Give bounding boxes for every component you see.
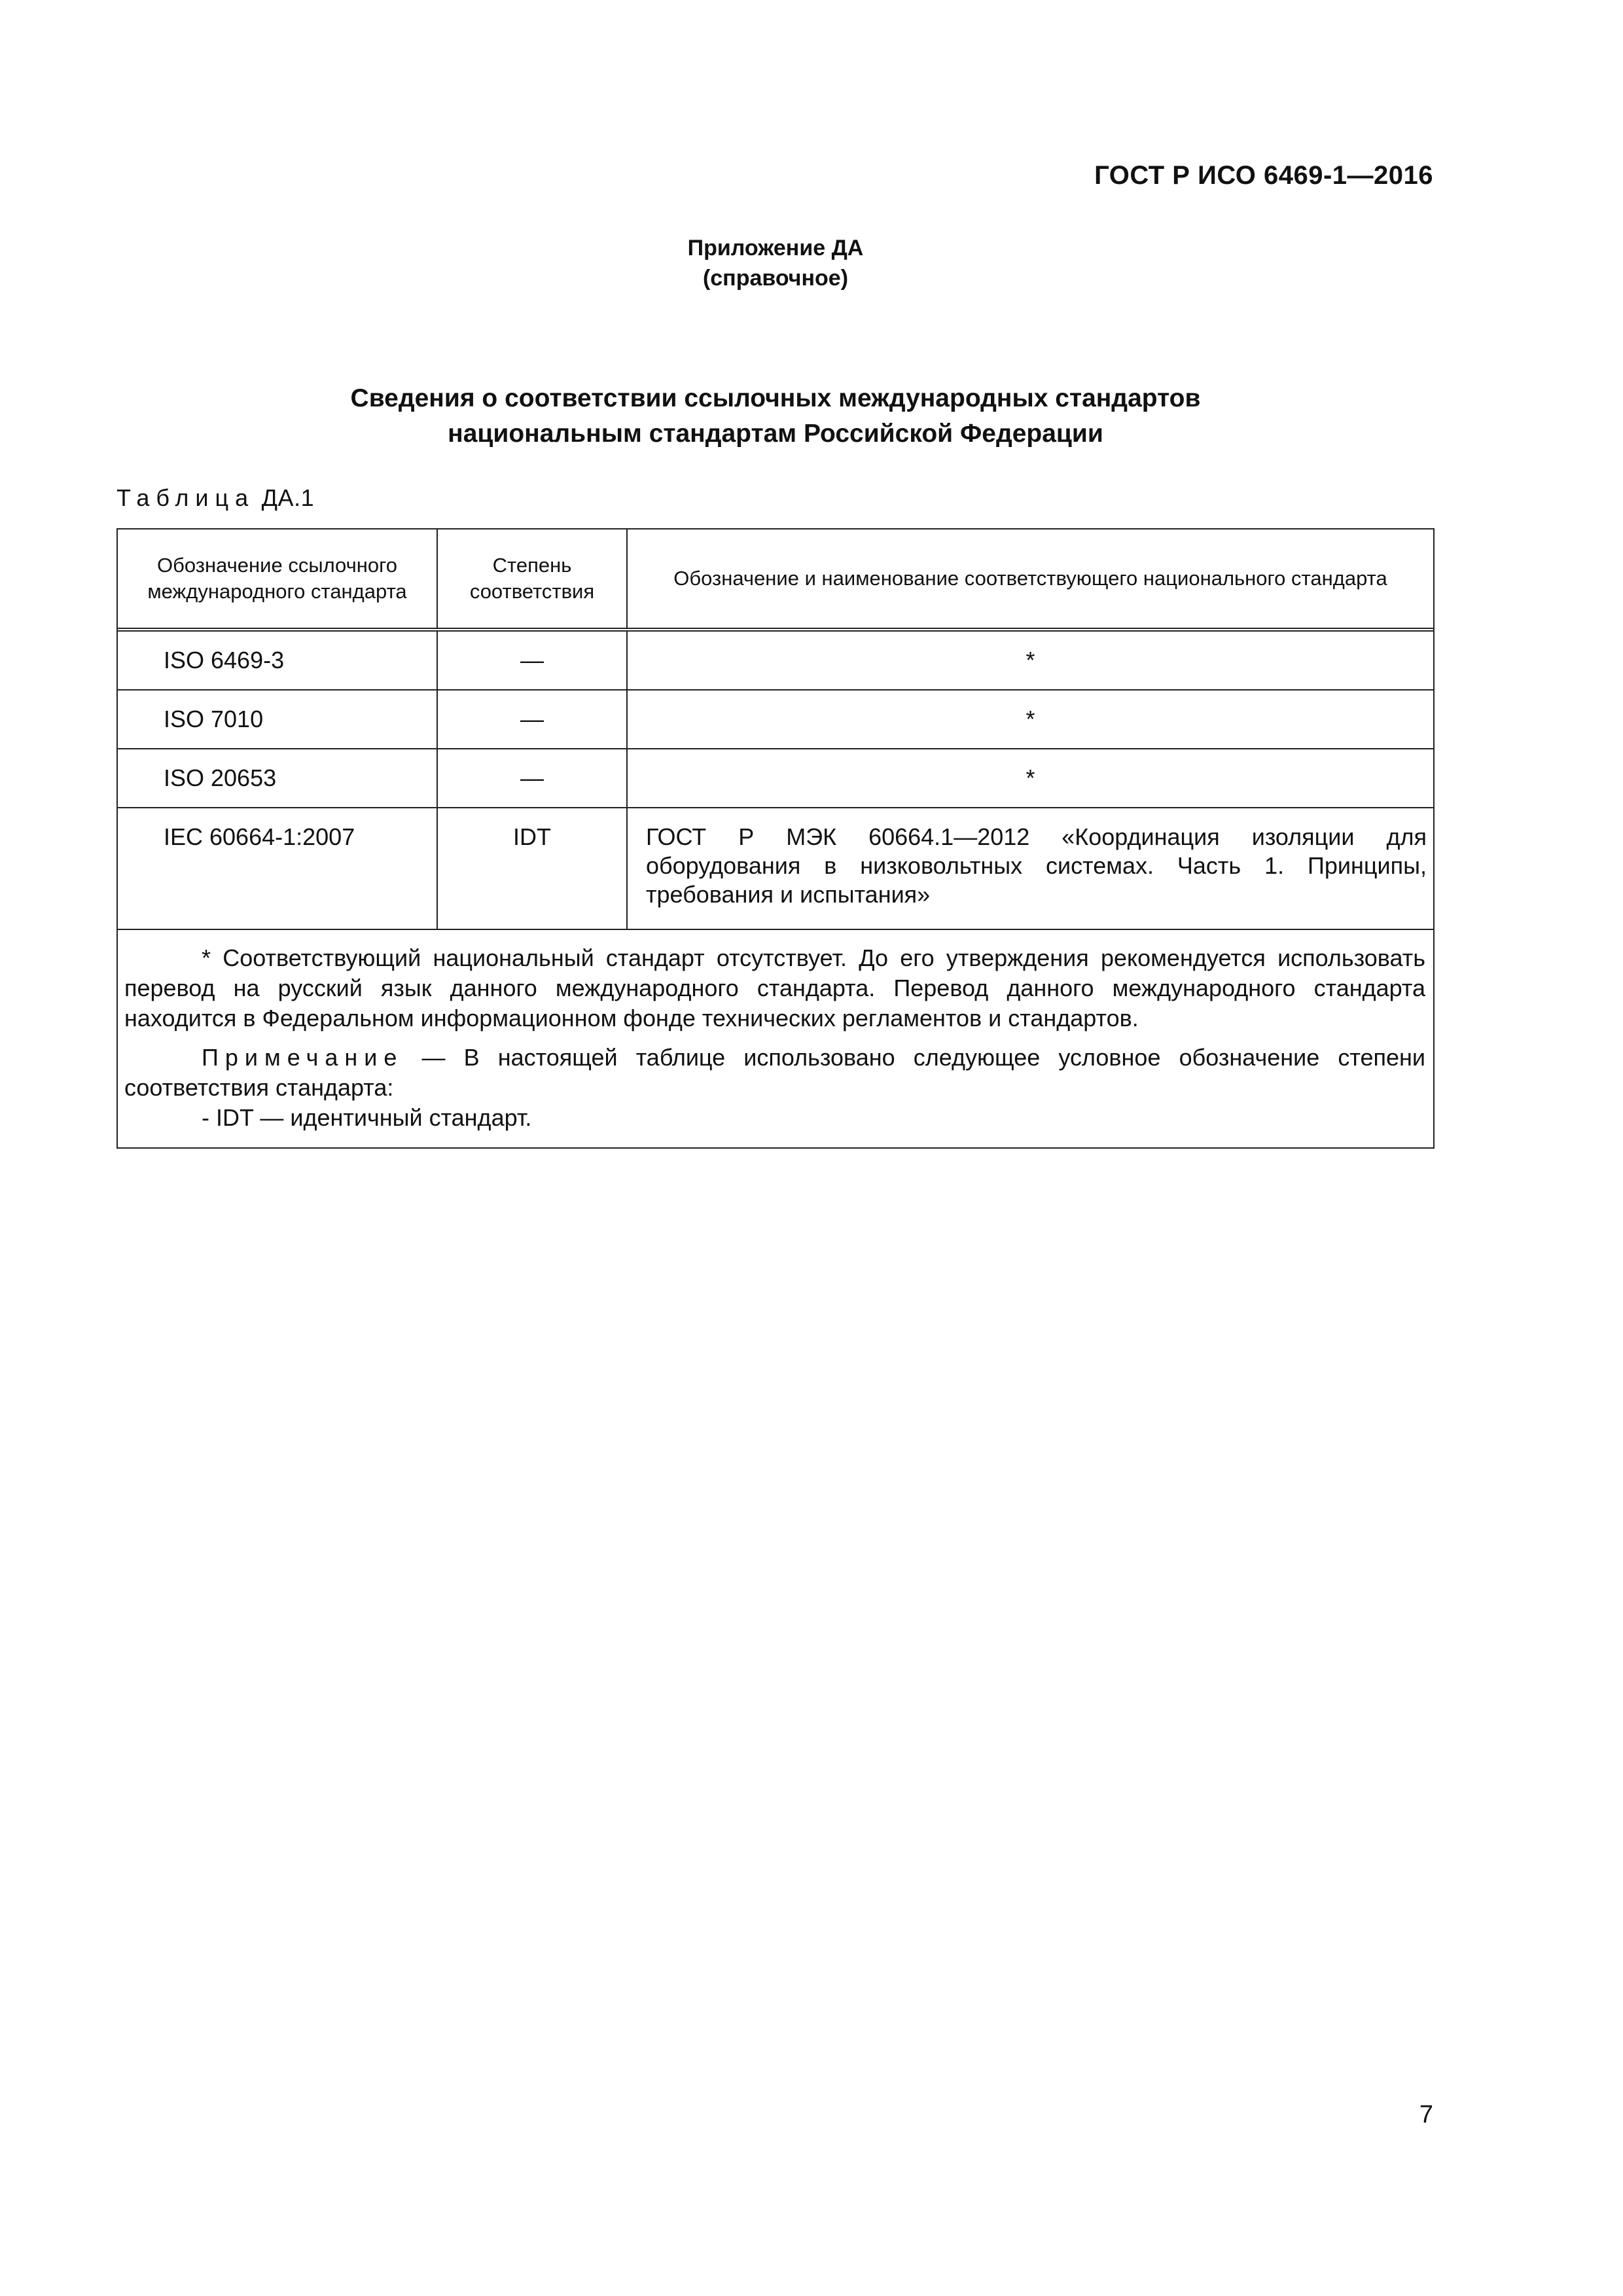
header-national-standard: Обозначение и наименование соответствующего национального стандарта: [627, 529, 1433, 630]
cell-national: *: [627, 749, 1433, 808]
page-title: [0, 381, 1551, 452]
note: [124, 1043, 1425, 1103]
note-item: - IDT — идентичный стандарт.: [202, 1104, 532, 1131]
table-notes: [118, 929, 1433, 1147]
cell-degree: IDT: [437, 808, 627, 929]
table-row: [118, 808, 1433, 929]
appendix-subtitle: (справочное): [702, 266, 849, 291]
cell-national: *: [627, 630, 1433, 690]
appendix-heading: [0, 233, 1551, 293]
table-row: [118, 630, 1433, 690]
table-notes-row: [118, 929, 1433, 1147]
appendix-title: Приложение ДА: [687, 236, 864, 260]
note-label: Примечание: [202, 1044, 404, 1071]
table-row: [118, 749, 1433, 808]
cell-degree: —: [437, 690, 627, 749]
cell-standard: ISO 6469-3: [118, 630, 437, 690]
cell-national: *: [627, 690, 1433, 749]
footnote: * Соответствующий национальный стандарт отсутствует. До его утверждения рекомендуется использовать перевод на русский язык данного международного стандарта. Перевод данного международного стандарта находится в Федеральном информационном фонде технических регламентов и стандартов.: [124, 944, 1425, 1031]
table-caption: [116, 484, 314, 512]
cell-degree: —: [437, 749, 627, 808]
table-caption-number: ДА.1: [261, 484, 315, 511]
cell-national: ГОСТ Р МЭК 60664.1—2012 «Координация изоляции для оборудования в низковольтных системах. Часть 1. Принципы, требования и испытания»: [627, 808, 1433, 929]
table-header-row: [118, 529, 1433, 630]
header-international-standard: Обозначение ссылочного международного стандарта: [118, 529, 437, 630]
cell-standard: ISO 7010: [118, 690, 437, 749]
document-code: ГОСТ Р ИСО 6469-1—2016: [1094, 161, 1433, 190]
table-caption-word: Таблица: [116, 484, 255, 511]
note-text: — В настоящей таблице использовано следующее условное обозначение степени соответствия стандарта:: [124, 1044, 1425, 1101]
table-row: [118, 690, 1433, 749]
cell-standard: IEC 60664-1:2007: [118, 808, 437, 929]
cell-standard: ISO 20653: [118, 749, 437, 808]
page-title-line-2: национальным стандартам Российской Федерации: [448, 420, 1103, 448]
header-degree: Степень соответствия: [437, 529, 627, 630]
correspondence-table: [116, 528, 1435, 1149]
page-title-line-1: Сведения о соответствии ссылочных международных стандартов: [350, 384, 1201, 412]
cell-degree: —: [437, 630, 627, 690]
page-number: 7: [1419, 2101, 1433, 2128]
